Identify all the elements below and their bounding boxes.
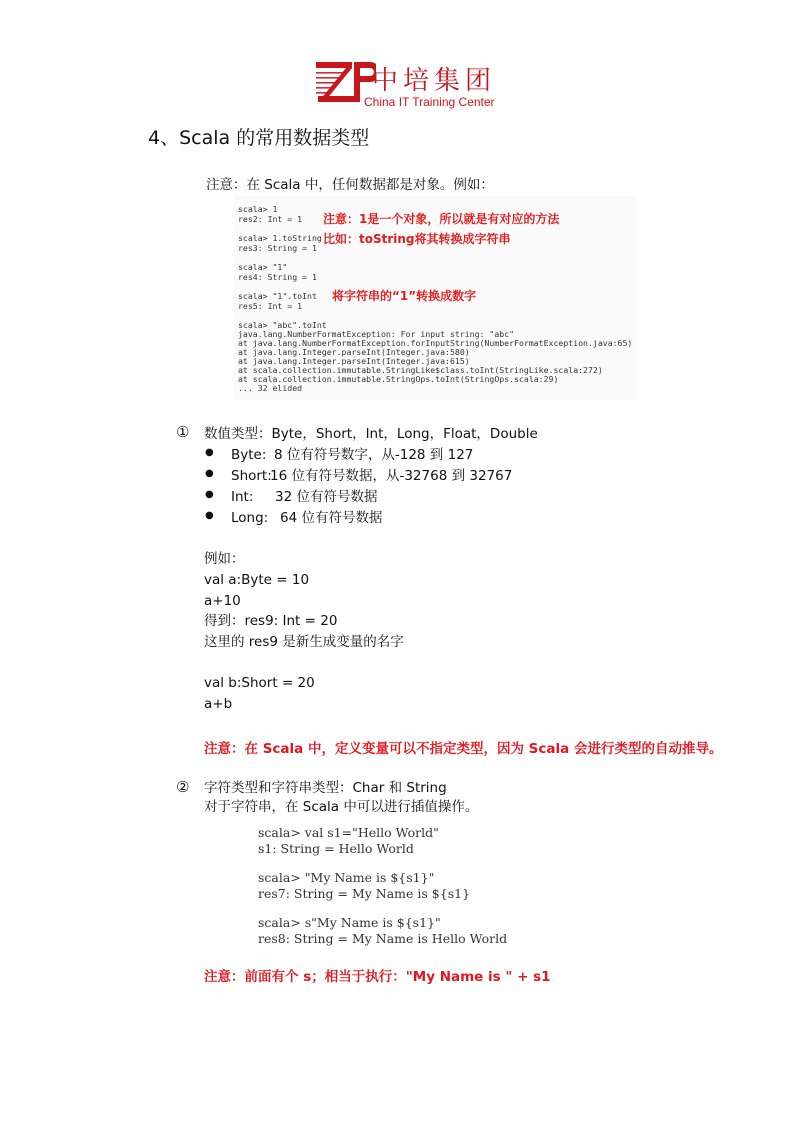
numeric-heading: 数值类型：Byte，Short，Int，Long，Float，Double: [204, 426, 538, 442]
interpolation-note: 注意：前面有个 s；相当于执行："My Name is " + s1: [204, 969, 551, 985]
logo-english-name: China IT Training Center: [364, 95, 495, 109]
marker-1: ①: [176, 423, 190, 441]
marker-2: ②: [176, 778, 190, 796]
code-line: scala> s"My Name is ${s1}": [258, 915, 441, 930]
example-line: 得到：res9: Int = 20: [204, 613, 338, 629]
repl-line: at java.lang.Integer.parseInt(Integer.java:615): [238, 356, 470, 366]
code-line: res7: String = My Name is ${s1}: [258, 886, 471, 901]
repl-line: res2: Int = 1: [238, 214, 303, 224]
code-line: res8: String = My Name is Hello World: [258, 931, 508, 946]
repl-line: java.lang.NumberFormatException: For input string: "abc": [238, 329, 515, 339]
example-line: a+10: [204, 593, 241, 609]
bullet-long-desc: 64 位有符号数据: [280, 510, 383, 526]
example-line: a+b: [204, 696, 233, 712]
repl-line: at scala.collection.immutable.StringLike$class.toInt(StringLike.scala:272): [238, 365, 603, 375]
strings-subheading: 对于字符串，在 Scala 中可以进行插值操作。: [204, 799, 479, 815]
repl-line: scala> 1: [238, 204, 278, 214]
repl-line: at scala.collection.immutable.StringOps.toInt(StringOps.scala:29): [238, 374, 559, 384]
bullet-long-name: Long:: [231, 510, 269, 526]
bullet-int-name: Int:: [231, 489, 254, 505]
example-line: 这里的 res9 是新生成变量的名字: [204, 634, 404, 650]
example-line: val b:Short = 20: [204, 675, 315, 691]
repl-line: scala> "1".toInt: [238, 291, 317, 301]
code-line: s1: String = Hello World: [258, 841, 414, 856]
bullet-icon: ●: [205, 468, 214, 479]
repl-line: scala> 1.toString: [238, 233, 322, 243]
code-line: scala> "My Name is ${s1}": [258, 870, 435, 885]
example-line: 例如：: [204, 551, 245, 567]
repl-line: scala> "abc".toInt: [238, 320, 327, 330]
repl-note-tostring: 比如：toString将其转换成字符串: [323, 232, 511, 246]
bullet-byte-name: Byte:: [231, 447, 267, 463]
logo-chinese-name: 中培集团: [372, 66, 497, 96]
bullet-short-name: Short:: [231, 468, 272, 484]
repl-line: scala> "1": [238, 262, 288, 272]
repl-line: res4: String = 1: [238, 272, 317, 282]
repl-line: ... 32 elided: [238, 383, 303, 393]
bullet-short-desc: 16 位有符号数据，从-32768 到 32767: [270, 468, 513, 484]
type-inference-warning: 注意：在 Scala 中，定义变量可以不指定类型，因为 Scala 会进行类型的自动推导。: [204, 741, 723, 757]
repl-note-toint: 将字符串的“1”转换成数字: [332, 289, 477, 303]
strings-heading: 字符类型和字符串类型：Char 和 String: [204, 780, 447, 796]
code-line: scala> val s1="Hello World": [258, 825, 439, 840]
repl-line: at java.lang.Integer.parseInt(Integer.java:580): [238, 347, 470, 357]
bullet-icon: ●: [205, 510, 214, 521]
repl-note-object: 注意：1是一个对象，所以就是有对应的方法: [323, 212, 560, 226]
bullet-icon: ●: [205, 489, 214, 500]
section-title: 4、Scala 的常用数据类型: [148, 127, 370, 149]
bullet-icon: ●: [205, 447, 214, 458]
repl-line: res5: Int = 1: [238, 301, 303, 311]
repl-line: res3: String = 1: [238, 243, 317, 253]
interpolation-code-image: [258, 825, 518, 950]
repl-line: at java.lang.NumberFormatException.forInputString(NumberFormatException.java:65): [238, 338, 633, 348]
bullet-byte-desc: 8 位有符号数字，从-128 到 127: [274, 447, 474, 463]
bullet-int-desc: 32 位有符号数据: [275, 489, 378, 505]
repl-screenshot: [234, 196, 636, 400]
intro-text: 注意：在 Scala 中，任何数据都是对象。例如：: [206, 177, 494, 193]
example-line: val a:Byte = 10: [204, 572, 310, 588]
